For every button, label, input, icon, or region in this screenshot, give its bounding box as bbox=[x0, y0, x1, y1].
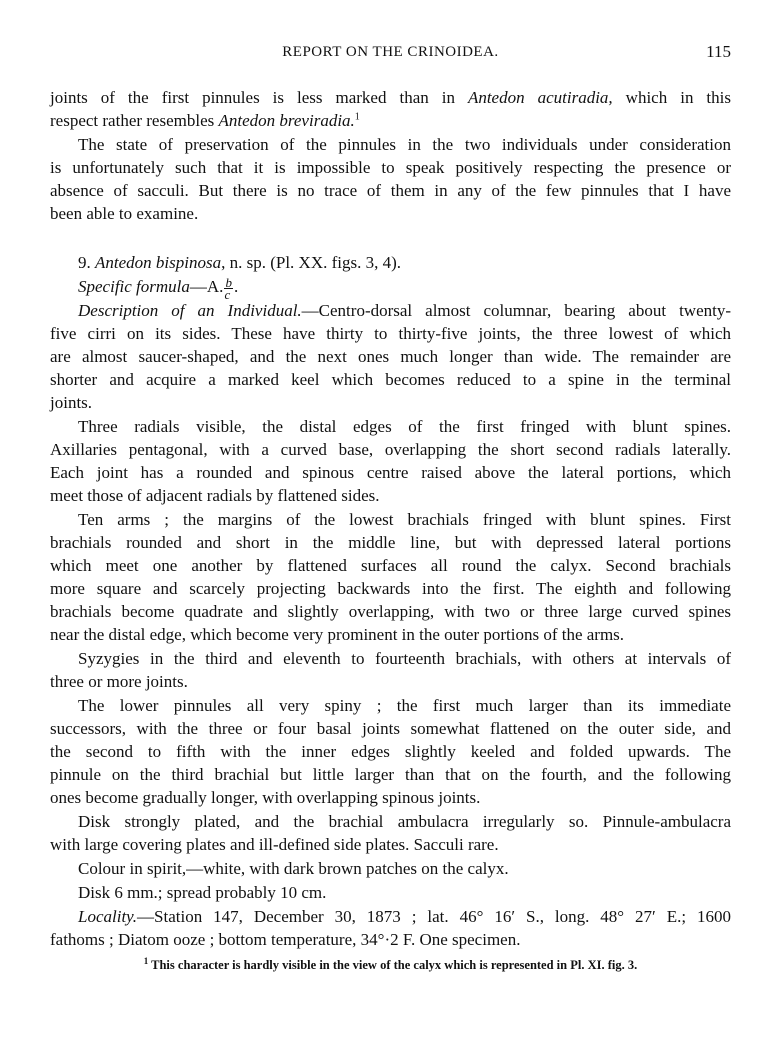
italic-text: Antedon bispinosa bbox=[95, 253, 222, 272]
numerator: b bbox=[225, 274, 232, 290]
text-line: Each joint has a rounded and spinous centre raised above the lateral portions, which bbox=[50, 463, 731, 482]
paragraph bbox=[50, 857, 731, 880]
text-line: is unfortunately such that it is impossible to speak positively respecting the presence or bbox=[50, 158, 731, 177]
formula-fraction bbox=[224, 274, 233, 302]
text-line: been able to examine. bbox=[50, 204, 199, 223]
text-line: are almost saucer-shaped, and the next ones much longer than wide. The remainder are bbox=[50, 347, 731, 366]
footnote bbox=[50, 957, 731, 973]
text-line: which meet one another by flattened surfaces all round the calyx. Second brachials bbox=[50, 556, 731, 575]
paragraph bbox=[50, 508, 731, 646]
text-line: brachials become quadrate and slightly overlapping, with two or three large curved spines bbox=[50, 602, 731, 621]
text-line: pinnule on the third brachial but little larger than that on the fourth, and the following bbox=[50, 765, 731, 784]
paragraph bbox=[50, 299, 731, 414]
paragraph bbox=[50, 133, 731, 225]
text-line: with large covering plates and ill-defined side plates. Sacculi rare. bbox=[50, 835, 499, 854]
text-line: meet those of adjacent radials by flattened sides. bbox=[50, 486, 380, 505]
text-line: joints. bbox=[50, 393, 93, 412]
text-line: 9. Antedon bispinosa, n. sp. (Pl. XX. figs. 3, 4). bbox=[78, 253, 402, 272]
text-line: shorter and acquire a marked keel which becomes reduced to a spine in the terminal bbox=[50, 370, 731, 389]
text-column bbox=[50, 86, 731, 973]
italic-text: Locality. bbox=[78, 907, 138, 926]
paragraph bbox=[50, 86, 731, 132]
paragraph bbox=[50, 905, 731, 951]
text-line: The lower pinnules all very spiny ; the first much larger than its immediate bbox=[78, 696, 731, 715]
text-line: Disk strongly plated, and the brachial ambulacra irregularly so. Pinnule-ambulacra bbox=[78, 812, 731, 831]
text-line: Three radials visible, the distal edges of the first fringed with blunt spines. bbox=[78, 417, 731, 436]
text-line: Locality.—Station 147, December 30, 1873 ; lat. 46° 16′ S., long. 48° 27′ E.; 1600 bbox=[78, 907, 731, 926]
body-text bbox=[50, 86, 731, 951]
paragraph bbox=[50, 810, 731, 856]
italic-text: Antedon acutiradia, bbox=[467, 88, 613, 107]
paragraph bbox=[50, 274, 731, 302]
text-line: three or more joints. bbox=[50, 672, 188, 691]
text-line: more square and scarcely projecting backwards into the first. The eighth and following bbox=[50, 579, 731, 598]
text-line: Disk 6 mm.; spread probably 10 cm. bbox=[78, 883, 327, 902]
denominator: c bbox=[224, 286, 231, 302]
footnote-marker: 1 bbox=[143, 955, 149, 966]
text-line: five cirri on its sides. These have thirty to thirty-five joints, the three lowest of which bbox=[50, 324, 731, 343]
paragraph bbox=[50, 251, 731, 274]
text-line: joints of the first pinnules is less marked than in Antedon acutiradia, which in this bbox=[50, 88, 731, 107]
italic-text: Description of an Individual. bbox=[78, 301, 302, 320]
text-line: Specific formula—A. $\frac{b}{c}$ . bbox=[78, 274, 239, 302]
paragraph bbox=[50, 415, 731, 507]
text-line: Syzygies in the third and eleventh to fourteenth brachials, with others at intervals of bbox=[78, 649, 731, 668]
running-header bbox=[50, 44, 731, 68]
italic-text: Antedon breviradia. bbox=[218, 111, 355, 130]
footnote-text: This character is hardly visible in the view of the calyx which is represented in Pl. XI. fig. 3. bbox=[151, 958, 638, 972]
text-line: ones become gradually longer, with overlapping spinous joints. bbox=[50, 788, 481, 807]
text-line: fathoms ; Diatom ooze ; bottom temperature, 34°·2 F. One specimen. bbox=[50, 930, 521, 949]
running-title: REPORT ON THE CRINOIDEA. bbox=[282, 44, 499, 60]
text-line: Colour in spirit,—white, with dark brown patches on the calyx. bbox=[78, 859, 509, 878]
footnote-reference: 1 bbox=[354, 111, 360, 123]
paragraph bbox=[50, 694, 731, 809]
text-line: Description of an Individual.—Centro-dorsal almost columnar, bearing about twenty- bbox=[78, 301, 731, 320]
text-line: The state of preservation of the pinnules in the two individuals under consideration bbox=[78, 135, 731, 154]
text-line: brachials rounded and short in the middle line, but with depressed lateral portions bbox=[50, 533, 731, 552]
page-number: 115 bbox=[706, 42, 731, 61]
text-line: the second to fifth with the inner edges slightly keeled and folded upwards. The bbox=[50, 742, 731, 761]
paragraph bbox=[50, 647, 731, 693]
text-line: Axillaries pentagonal, with a curved base, overlapping the short second radials laterally. bbox=[50, 440, 731, 459]
paragraph bbox=[50, 881, 731, 904]
italic-text: Specific formula bbox=[78, 277, 190, 296]
text-line: absence of sacculi. But there is no trace of them in any of the few pinnules that I have bbox=[50, 181, 731, 200]
text-line: Ten arms ; the margins of the lowest brachials fringed with blunt spines. First bbox=[78, 510, 731, 529]
text-line: successors, with the three or four basal joints somewhat flattened on the outer side, and bbox=[50, 719, 731, 738]
text-line: respect rather resembles Antedon breviradia.$^1$ bbox=[50, 111, 360, 130]
text-line: near the distal edge, which become very prominent in the outer portions of the arms. bbox=[50, 625, 625, 644]
